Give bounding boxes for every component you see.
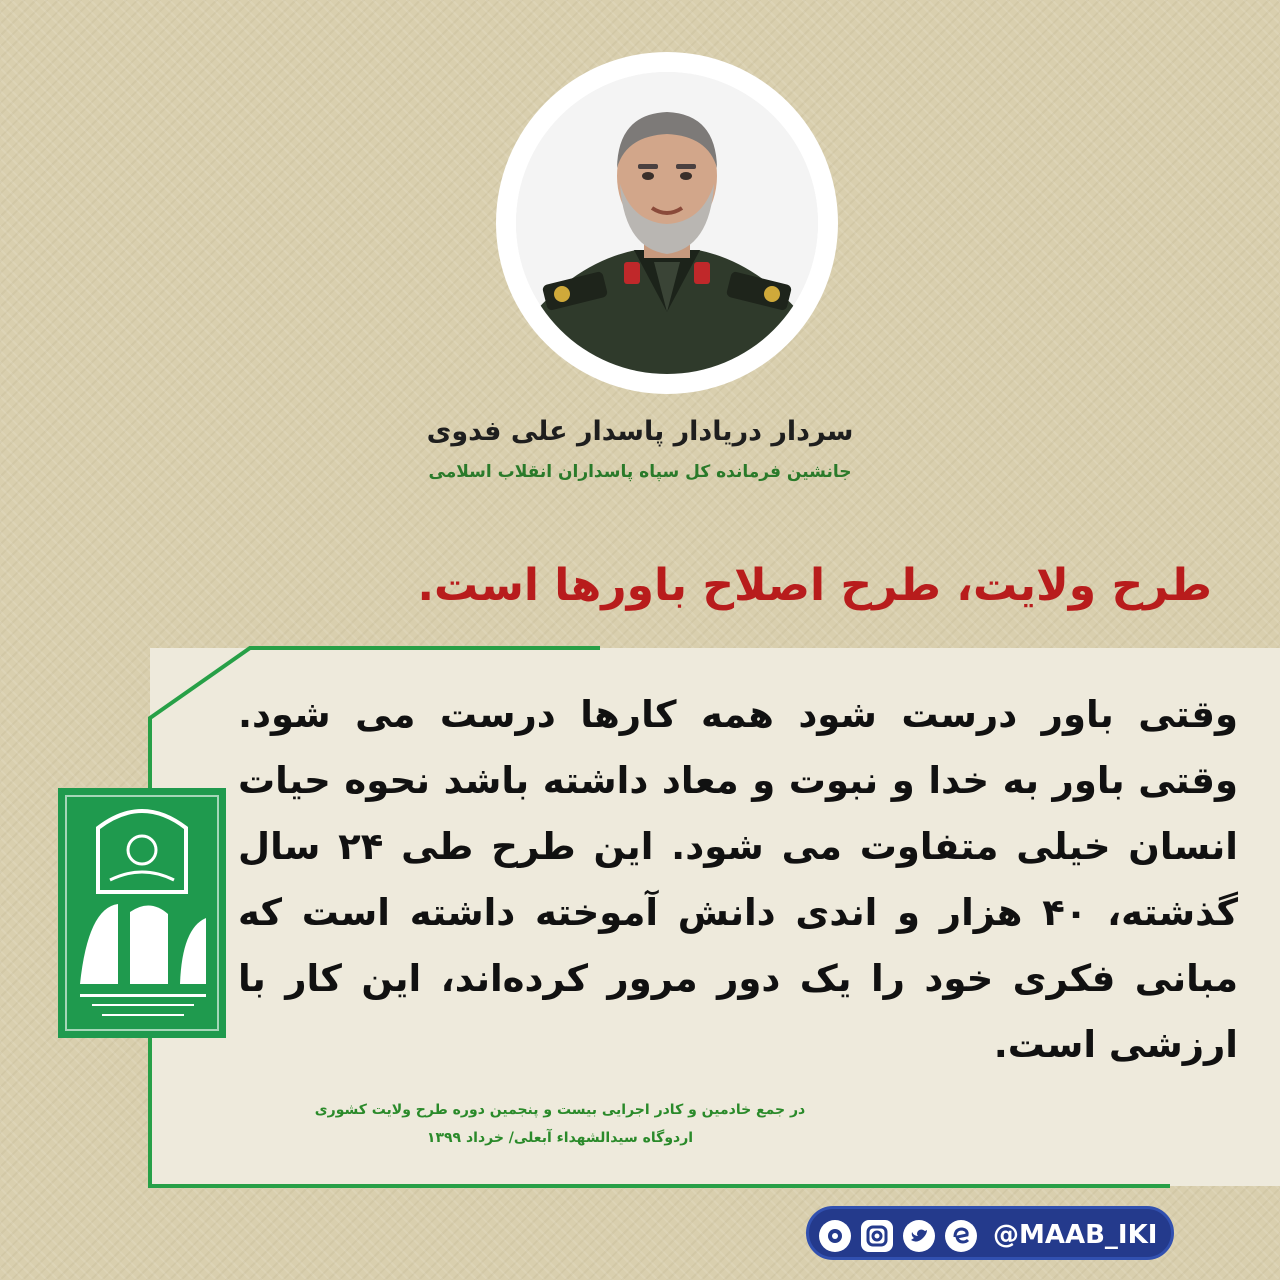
soroush-icon[interactable] [819, 1220, 851, 1252]
twitter-icon[interactable] [903, 1220, 935, 1252]
maab-logo [58, 788, 226, 1038]
portrait-photo [516, 72, 818, 374]
quote-text: وقتی باور درست شود همه کارها درست می شود. وقتی باور به خدا و نبوت و معاد داشته باشد نحوه حیات انسان خیلی متفاوت می شود. این طرح طی ۲۴ سال گذشته، ۴۰ هزار و اندی دانش آموخته داشته است که مبانی فکری خود را یک دور مرور کرده‌اند، این کار با ارزشی است. [238, 693, 1238, 1066]
social-handle[interactable]: @MAAB_IKI [993, 1220, 1158, 1250]
person-name: سردار دریادار پاسدار علی فدوی [426, 416, 854, 447]
instagram-icon[interactable] [861, 1220, 893, 1252]
social-bar [806, 1206, 1174, 1260]
eitaa-icon[interactable] [945, 1220, 977, 1252]
headline: طرح ولایت، طرح اصلاح باورها است. [417, 560, 1212, 611]
portrait-illustration [516, 72, 818, 374]
person-role: جانشین فرمانده کل سپاه پاسداران انقلاب اسلامی [428, 462, 852, 482]
quote-source [262, 1096, 858, 1152]
source-line-event: در جمع خادمین و کادر اجرایی بیست و پنجمین دوره طرح ولایت کشوری [314, 1102, 806, 1118]
portrait-frame [496, 52, 838, 394]
source-line-place-date: اردوگاه سیدالشهداء آبعلی/ خرداد ۱۳۹۹ [426, 1130, 694, 1146]
maab-logo-emblem [58, 788, 226, 1038]
